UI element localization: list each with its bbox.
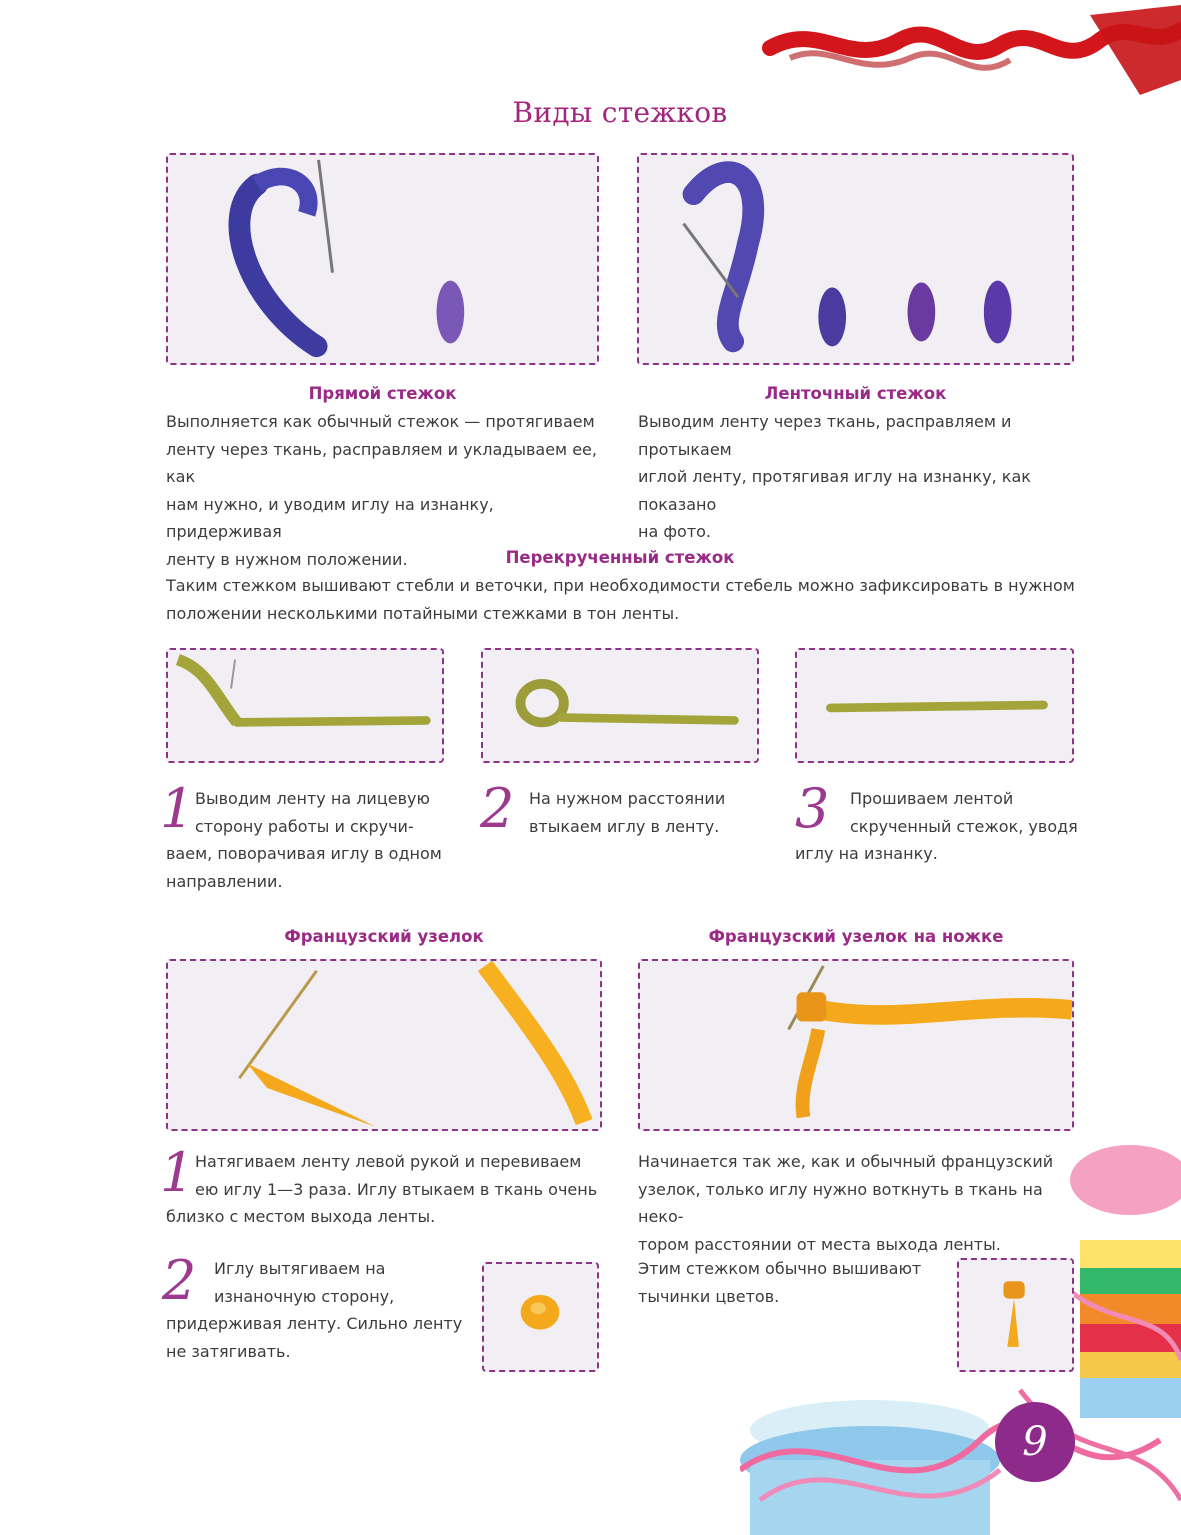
french-knot-stem-heading: Французский узелок на ножке: [708, 927, 1004, 946]
twisted-step2-text: На нужном расстоянии втыкаем иглу в ленту.: [529, 789, 726, 836]
red-ribbon-decoration: [760, 0, 1181, 110]
twisted-step1-photo: [166, 648, 444, 763]
page-number-badge: 9: [995, 1402, 1075, 1482]
page-title: Виды стежков: [512, 96, 728, 129]
ribbon-stitch-photo: [637, 153, 1074, 365]
french-knot-stem-photo: [638, 959, 1074, 1131]
ribbon-stitch-text: Выводим ленту через ткань, расправляем и протыкаем иглой ленту, протягивая иглу на изнанку, как показано на фото.: [638, 412, 1031, 541]
french-knot-step1-text: Натягиваем ленту левой рукой и перевиваем ею иглу 1—3 раза. Иглу втыкаем в ткань очень близко с местом выхода ленты.: [166, 1152, 598, 1226]
french-knot-photo: [166, 959, 602, 1131]
french-knot-step1-number: 1: [160, 1141, 195, 1204]
twisted-step2-number: 2: [480, 777, 515, 840]
french-knot-step2-text: Иглу вытягиваем на изнаночную сторону, придерживая ленту. Сильно ленту не затягивать.: [166, 1259, 463, 1361]
twisted-stitch-text: Таким стежком вышивают стебли и веточки, при необходимости стебель можно зафиксировать в нужном положении несколькими потайными стежками в тон ленты.: [166, 576, 1075, 623]
french-knot-stem-result-photo: [957, 1258, 1074, 1372]
ribbon-stitch-heading: Ленточный стежок: [764, 384, 947, 403]
twisted-step1-text: Выводим ленту на лицевую сторону работы и скручи- ваем, поворачивая иглу в одном направлении.: [166, 789, 442, 891]
french-knot-stem-note: Этим стежком обычно вышивают тычинки цветов.: [638, 1259, 922, 1306]
twisted-step2-photo: [481, 648, 759, 763]
straight-stitch-text: Выполняется как обычный стежок — протягиваем ленту через ткань, расправляем и укладываем ее, как нам нужно, и уводим иглу на изнанку, придерживая ленту в нужном положении.: [166, 412, 597, 569]
twisted-step3-text: Прошиваем лентой скрученный стежок, уводя иглу на изнанку.: [795, 789, 1078, 863]
french-knot-stem-text: Начинается так же, как и обычный французский узелок, только иглу нужно воткнуть в ткань на неко- тором расстоянии от места выхода ленты.: [638, 1152, 1054, 1254]
twisted-step3-photo: [795, 648, 1074, 763]
french-knot-result-photo: [482, 1262, 599, 1372]
french-knot-heading: Французский узелок: [284, 927, 484, 946]
straight-stitch-photo: [166, 153, 599, 365]
twisted-step3-number: 3: [795, 777, 830, 840]
straight-stitch-heading: Прямой стежок: [308, 384, 457, 403]
french-knot-step2-number: 2: [162, 1249, 197, 1312]
twisted-stitch-heading: Перекрученный стежок: [505, 548, 735, 567]
twisted-step1-number: 1: [160, 777, 195, 840]
